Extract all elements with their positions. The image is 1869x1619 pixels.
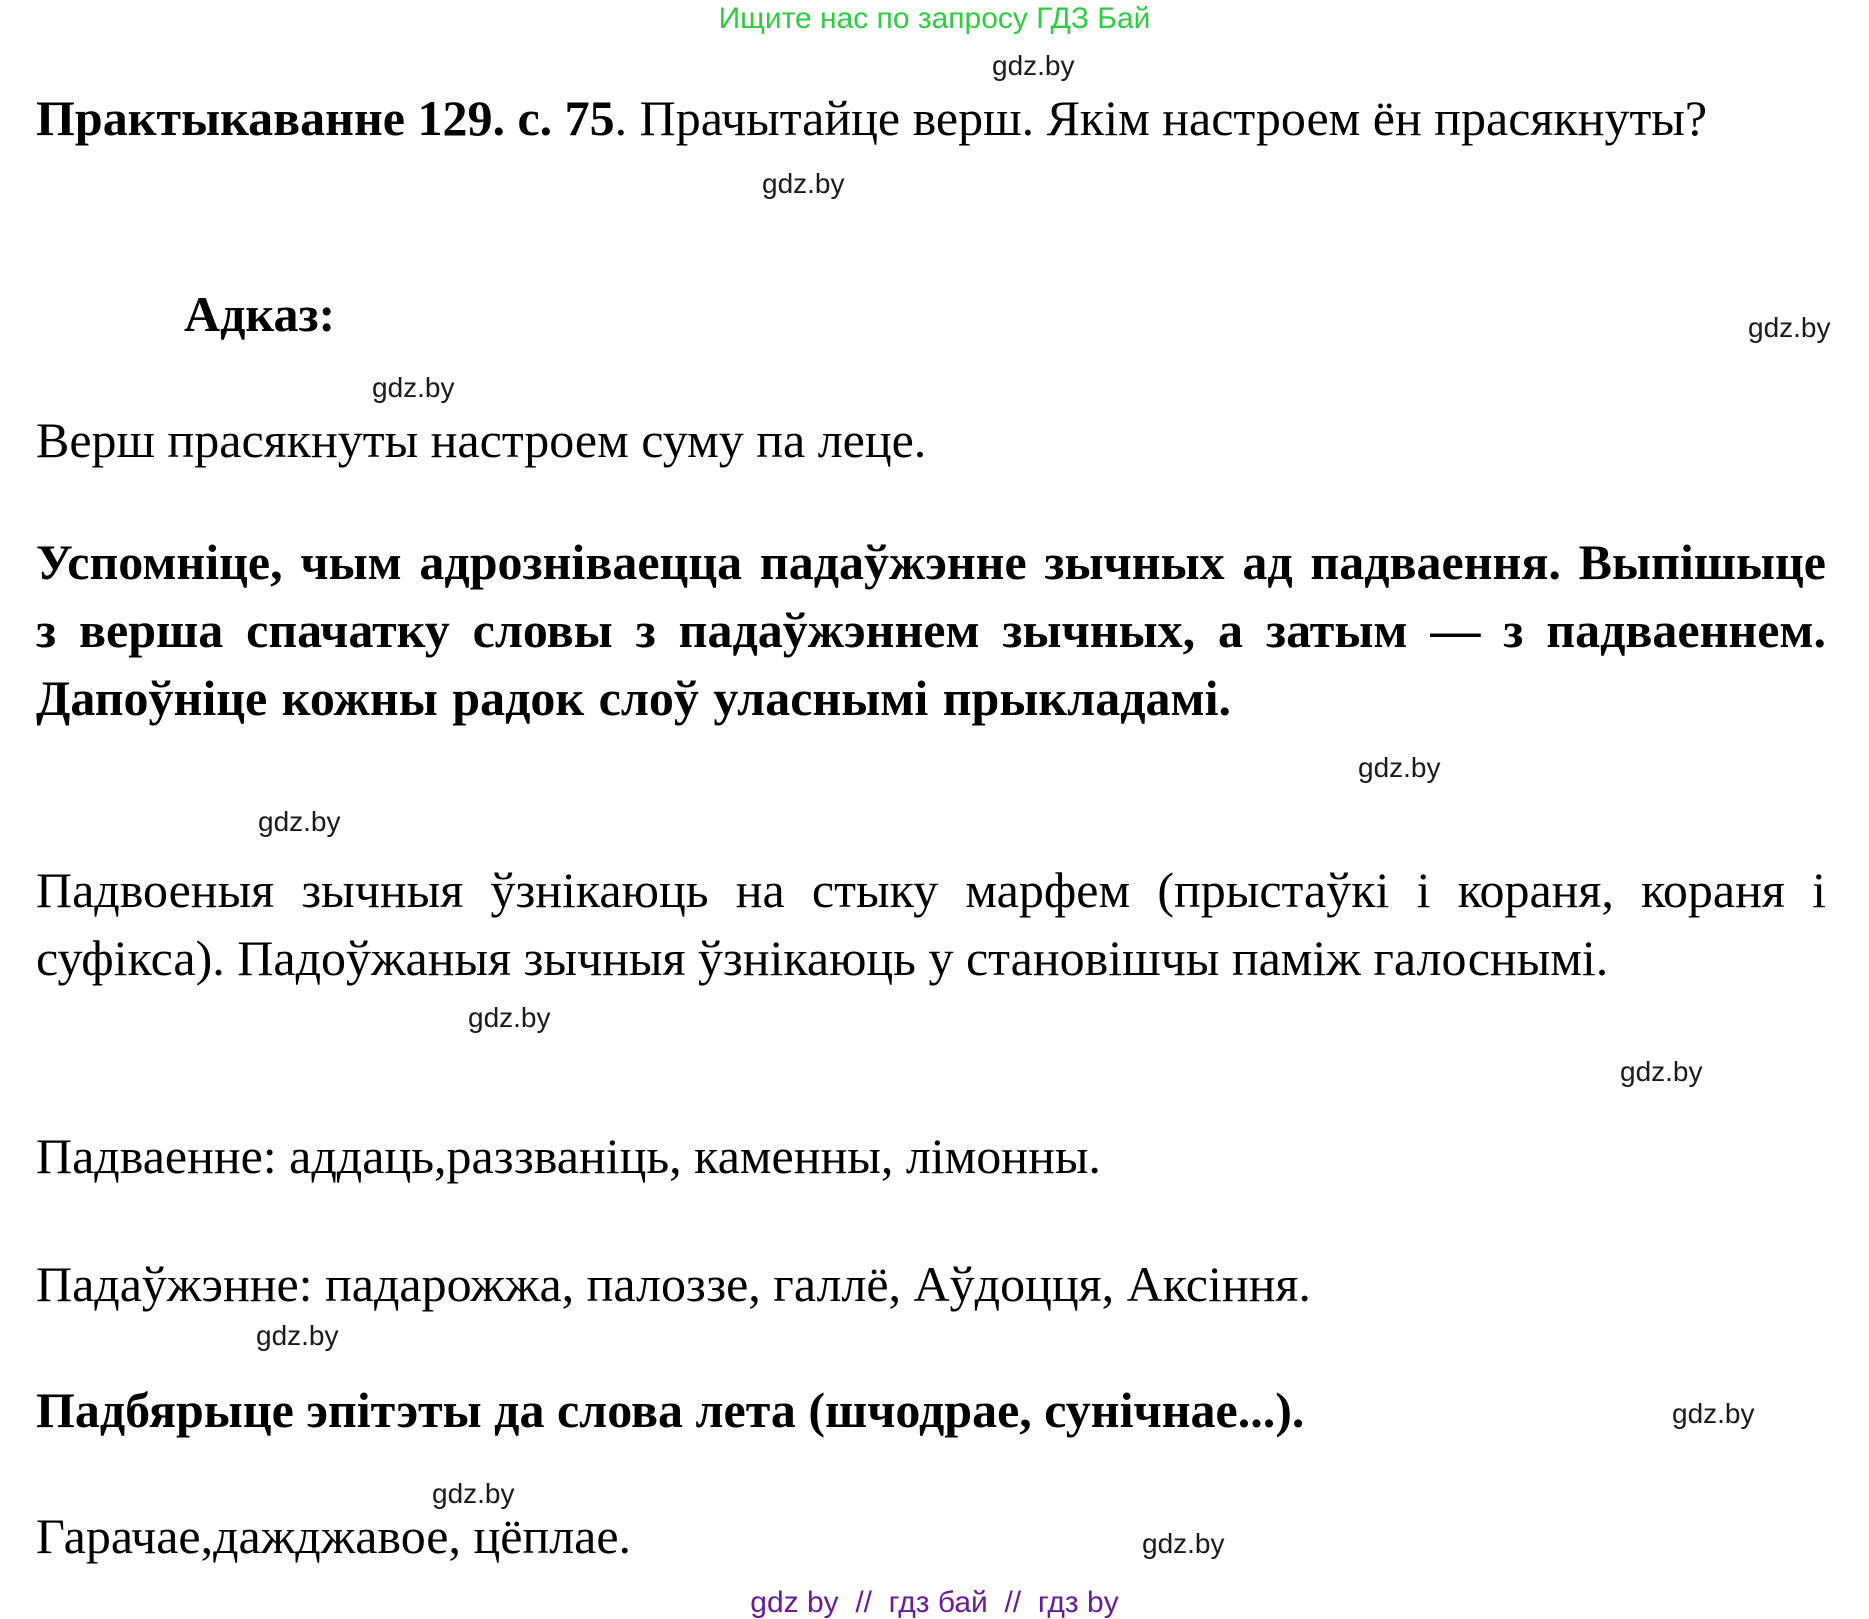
watermark: gdz.by: [992, 50, 1075, 81]
watermark: gdz.by: [1142, 1528, 1225, 1559]
top-banner: Ищите нас по запросу ГДЗ Бай: [718, 2, 1151, 35]
answer-text: Гарачае,дажджавое, цёплае.: [36, 1508, 632, 1564]
watermark: gdz.by: [468, 1002, 551, 1033]
question-text: Падбярыце эпітэты да слова лета (шчодрае, сунічнае...).: [36, 1382, 1305, 1438]
watermark: gdz.by: [762, 168, 845, 199]
lengthening-examples: Падаўжэнне: падарожжа, палоззе, галлё, Аўдоцця, Аксіння.: [36, 1256, 1311, 1312]
task-text: . Прачытайце верш. Якім настроем ён прасякнуты?: [614, 90, 1708, 146]
question-text: Успомніце, чым адрозніваецца падаўжэнне зычных ад падваення. Выпішыце з верша спачатку словы з падаўжэннем зычных, а затым — з падваеннем. Дапоўніце кожны радок слоў уласнымі прыкладамі.: [36, 534, 1826, 726]
watermark: gdz.by: [256, 1320, 339, 1351]
task-statement: [36, 84, 1796, 152]
watermark: gdz.by: [372, 372, 455, 403]
footer-links: gdz by // гдз бай // гдз by: [750, 1586, 1119, 1619]
answer-text: Верш прасякнуты настроем суму па леце.: [36, 412, 927, 468]
watermark: gdz.by: [1672, 1398, 1755, 1429]
watermark: gdz.by: [1620, 1056, 1703, 1087]
watermark: gdz.by: [432, 1478, 515, 1509]
watermark: gdz.by: [258, 806, 341, 837]
watermark: gdz.by: [1748, 312, 1831, 343]
task-label: Практыкаванне 129. с. 75: [36, 90, 615, 146]
answer-text: Падвоеныя зычныя ўзнікаюць на стыку марфем (прыстаўкі і кораня, кораня і суфікса). Падоўжаныя зычныя ўзнікаюць у становішчы паміж галоснымі.: [36, 862, 1826, 986]
doubling-examples: Падваенне: аддаць,раззваніць, каменны, лімонны.: [36, 1128, 1101, 1184]
watermark: gdz.by: [1358, 752, 1441, 783]
answer-heading: Адказ:: [184, 286, 336, 342]
